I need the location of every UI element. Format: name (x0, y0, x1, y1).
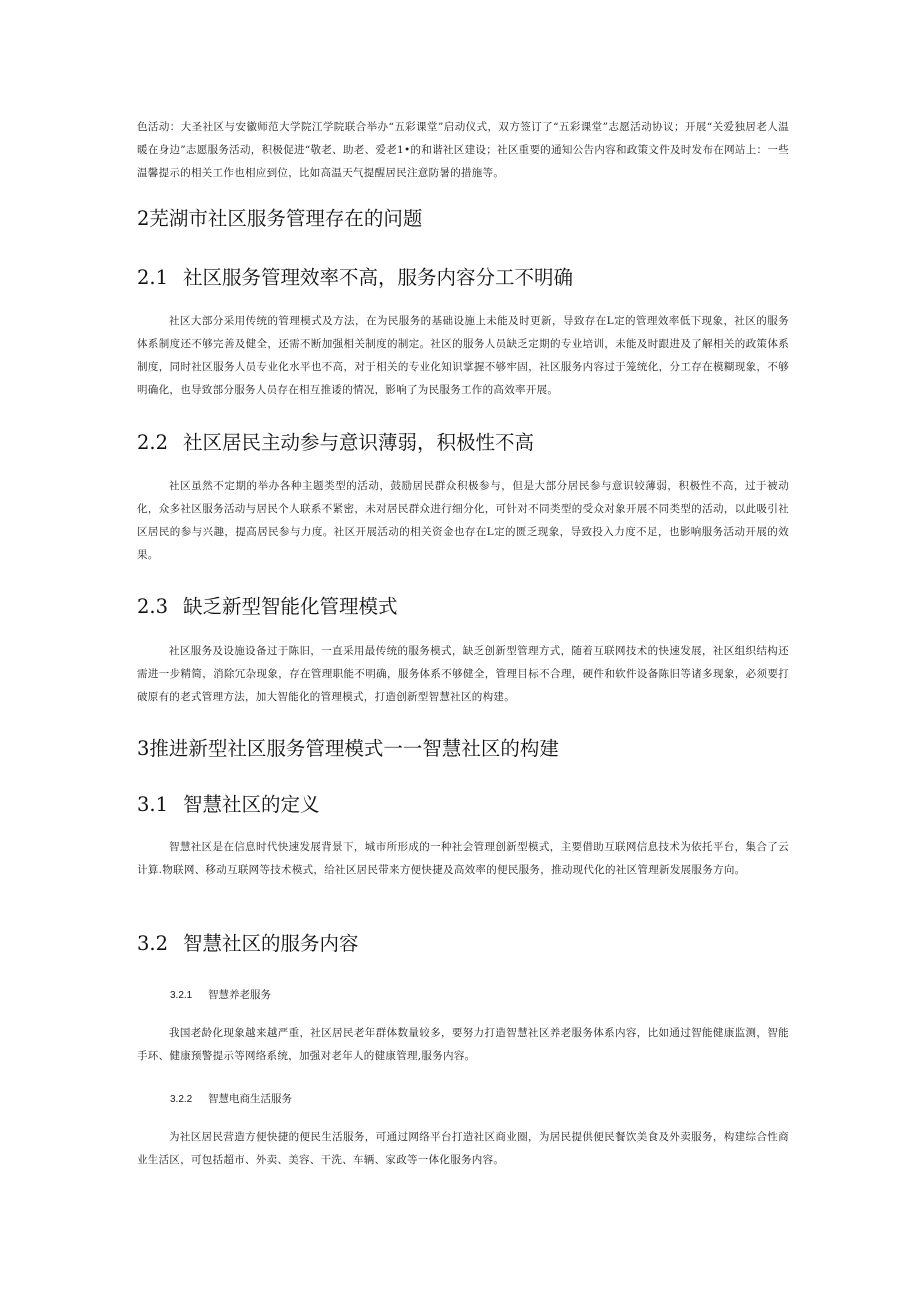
section-3-2-2-title: 智慧电商生活服务 (208, 1093, 292, 1105)
section-3-2-heading (137, 931, 789, 957)
section-2-2-number: 2.2 (137, 431, 169, 454)
section-3-1-heading (137, 792, 789, 818)
section-3-2-1-heading (170, 986, 822, 1005)
section-2-2-title: 社区居民主动参与意识薄弱，积极性不高 (183, 431, 535, 454)
section-2-1-title: 社区服务管理效率不高，服务内容分工不明确 (183, 266, 574, 289)
section-2-1-heading (137, 265, 789, 291)
section-3-2-2-number: 3.2.2 (170, 1094, 193, 1105)
section-2-1-paragraph: 社区大部分采用传统的管理模式及方法，在为民服务的基础设施上未能及时更新，导致存在L定的管理效率低下现象，社区的服务体系制度还不够完善及健全，还需不断加强相关制度的制定。社区的服务人员缺乏定期的专业培训，未能及时跟进及了解相关的政策体系制度，同时社区服务人员专业化水平也不高，对于相关的专业化知识掌握不够牢固，社区服务内容过于笼统化，分工存在模糊现象，不够明确化，也导致部分服务人员存在相互推诿的情况，影响了为民服务工作的高效率开展。 (137, 315, 789, 396)
section-3-2-1-number: 3.2.1 (170, 990, 193, 1001)
section-3-2-title: 智慧社区的服务内容 (183, 932, 359, 955)
section-2-3-title: 缺乏新型智能化管理模式 (183, 595, 398, 618)
section-2-heading: 2芜湖市社区服务管理存在的问题 (137, 207, 423, 230)
section-3-2-1-title: 智慧养老服务 (208, 989, 271, 1001)
section-3-2-2-heading (170, 1090, 822, 1109)
section-3-2-number: 3.2 (137, 932, 169, 955)
section-3-1-number: 3.1 (137, 793, 169, 816)
section-2-2-heading (137, 430, 789, 456)
section-3-1-title: 智慧社区的定义 (183, 793, 320, 816)
section-2-2-paragraph: 社区虽然不定期的举办各种主题类型的活动，鼓励居民群众积极参与，但是大部分居民参与意识较薄弱，积极性不高，过于被动化，众多社区服务活动与居民个人联系不紧密，未对居民群众进行细分化，可针对不同类型的受众对象开展不同类型的活动，以此吸引社区居民的参与兴趣，提高居民参与力度。社区开展活动的相关资金也存在L定的匮乏现象，导致投入力度不足，也影响服务活动开展的效果。 (137, 480, 789, 561)
intro-paragraph: 色活动：大圣社区与安徽师范大学院江学院联合举办“五彩课堂”启动仪式，双方签订了“五彩课堂”志愿活动协议；开展“关爱独居老人温暖在身边”志愿服务活动，积极促进“敬老、助老、爱老1•的和谐社区建设；社区重要的通知公告内容和政策文件及时发布在网站上：一些温馨提示的相关工作也相应到位，比如高温天气提醒居民注意防暑的措施等。 (137, 121, 789, 179)
section-2-3-number: 2.3 (137, 595, 169, 618)
section-2-1-number: 2.1 (137, 266, 169, 289)
section-3-2-2-paragraph: 为社区居民营造方便快捷的便民生活服务，可通过网络平台打造社区商业圈，为居民提供便民餐饮美食及外卖服务，构建综合性商业生活区，可包括超市、外卖、美容、干洗、车辆、家政等一体化服务内容。 (137, 1131, 789, 1166)
section-3-2-1-paragraph: 我国老龄化现象越来越严重，社区居民老年群体数量较多，要努力打造智慧社区养老服务体系内容，比如通过智能健康监测，智能手环、健康预警提示等网络系统，加强对老年人的健康管理,服务内容。 (137, 1027, 789, 1062)
section-2-3-heading (137, 594, 789, 620)
section-3-heading: 3推进新型社区服务管理模式一一智慧社区的构建 (137, 737, 559, 760)
section-3-1-paragraph: 智慧社区是在信息时代快速发展背景下，城市所形成的一种社会管理创新型模式，主要借助互联网信息技术为依托平台，集合了云计算.物联网、移动互联网等技术模式，给社区居民带来方便快捷及高效率的便民服务，推动现代化的社区管理新发展服务方向。 (137, 841, 789, 876)
section-2-3-paragraph: 社区服务及设施设备过于陈旧，一直采用最传统的服务模式，缺乏创新型管理方式，随着互联网技术的快速发展，社区组织结构还需进一步精简，消除冗杂现象，存在管理职能不明确，服务体系不够健全，管理目标不合理，硬件和软件设备陈旧等诸多现象，必须要打破原有的老式管理方法，加大智能化的管理模式，打造创新型智慧社区的构建。 (137, 645, 789, 703)
